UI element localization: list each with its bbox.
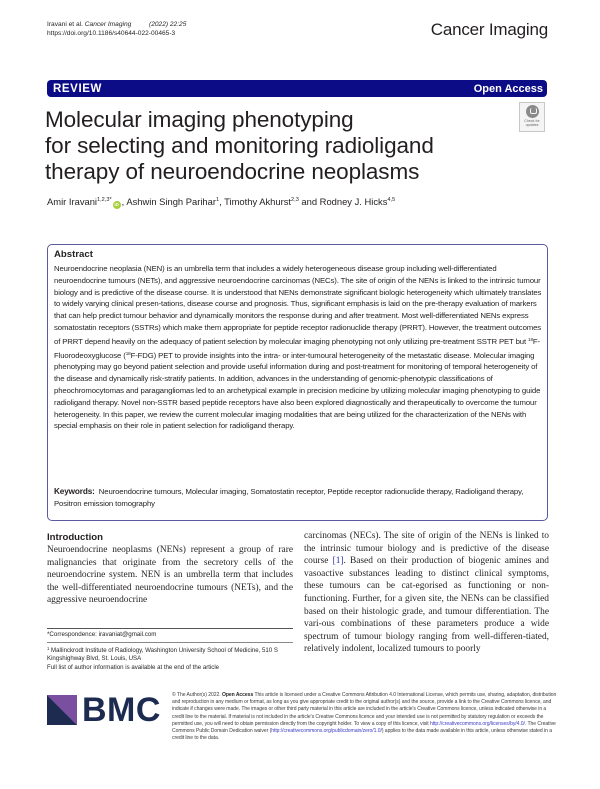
citation-year-volume: (2022) 22:25: [149, 21, 187, 28]
citation-authors: Iravani et al.: [47, 21, 83, 28]
author-name[interactable]: Rodney J. Hicks: [319, 196, 388, 207]
citation-journal: Cancer Imaging: [84, 21, 132, 28]
author-list: Amir Iravani$^{1,2,3*}$iD , Ashwin Singh Parihar$^1$, Timothy Akhurst$^{2,3}$ and Rodney J. Hicks$^{4,5}$: [47, 196, 396, 207]
keywords-label: Keywords:: [54, 487, 95, 496]
bmc-logo: [47, 691, 161, 729]
article-type-label: REVIEW: [53, 82, 102, 95]
footnote-divider: [47, 628, 293, 629]
author-name[interactable]: Ashwin Singh Parihar: [126, 196, 216, 207]
article-type-banner: [47, 80, 547, 97]
abstract-heading: Abstract: [54, 249, 93, 260]
title-line: for selecting and monitoring radioligand: [45, 133, 434, 158]
check-for-updates-label: Check for updates: [524, 119, 540, 127]
license-statement: © The Author(s) 2022. Open Access This article is licensed under a Creative Commons Attribution 4.0 International License, which permits use, sharing, adaptation, distribution and reproduction in any medium or format, as long as you give appropriate credit to the original author(s) and the source, provide a link to the Creative Commons licence, and indicate if changes were made. The images or other third party material in this article are included in the article's Creative Commons licence, unless indicated otherwise in a credit line to the material. If material is not included in the article's Creative Commons licence and your intended use is not permitted by statutory regulation or exceeds the permitted use, you will need to obtain permission directly from the copyright holder. To view a copy of this licence, visit http://creativecommons.org/licenses/by/4.0/. The Creative Commons Public Domain Dedication waiver (http://creativecommons.org/publicdomain/zero/1.0/) applies to the data made available in this article, unless otherwise stated in a credit line to the data.: [172, 692, 557, 742]
author-name[interactable]: Amir Iravani: [47, 196, 98, 207]
author-affiliation-sup: 2,3: [291, 197, 299, 203]
introduction-heading: Introduction: [47, 532, 103, 543]
affiliation-footnote: $^1$ Mallinckrodt Institute of Radiology, Washington University School of Medicine, 510 S Kingshighway Blvd, St. Louis, USA Full list of author information is available at the end of the article: [47, 645, 297, 672]
abstract-body: Neuroendocrine neoplasia (NEN) is an umbrella term that includes a widely heterogeneous disease group including well-differentiated neuroendocrine tumours (NETs), and aggressive neuroendocrine carcinomas (NECs). The site of origin of the NENs is linked to the intrinsic tumour biology and is predictive of the disease course. It is understood that NENs demonstrate significant biologic heterogeneity which ultimately translates to widely varying clinical presen-tations, disease course and prognosis. Thus, significant emphasis is laid on the pre-therapy evaluation of markers that can help predict tumour behavior and dynamically monitors the response during and after treatment. Most well-differentiated NENs express somatostatin receptors (SSTRs) which make them appropriate for peptide receptor radionuclide therapy (PRRT). However, the treatment outcomes of PRRT depend heavily on the adequacy of patient selection by molecular imaging phenotyping not only utilizing pre-treatment SSTR PET but $^{18}$F-Fluorodeoxyglucose ($^{18}$F-FDG) PET to provide insights into the intra- or inter-tumoural heterogeneity of the metastatic disease. Molecular imaging phenotyping may go beyond patient selection and provide useful information during and post-treatment for monitoring of temporal heterogeneity of the disease and dynamically risk-stratify patients. In addition, advances in the understanding of genomic-phenotypic classifications of pheochromocytomas and paragangliomas led to an archetypical example in precision medicine by utilizing molecular imaging phenotyping to guide radioligand therapy. Novel non-SSTR based peptide receptors have also been explored diagnostically and therapeutically to overcome the tumour heterogeneity. In this paper, we review the current molecular imaging modalities that are being utilized for the characterization of the NENs with special emphasis on their role in patient selection for radioligand therapy.: [54, 264, 542, 431]
bmc-logo-icon: [47, 695, 77, 725]
check-for-updates-button[interactable]: [519, 102, 545, 132]
keywords-list: Neuroendocrine tumours, Molecular imaging, Somatostatin receptor, Peptide receptor radionuclide therapy, Radioligand therapy, Positron emission tomography: [54, 487, 524, 508]
running-header: [47, 20, 186, 38]
bmc-logo-text: BMC: [82, 691, 161, 729]
orcid-icon[interactable]: iD: [114, 202, 119, 207]
author-affiliation-sup: 1: [215, 197, 220, 203]
introduction-right-column: carcinomas (NECs). The site of origin of the NENs is linked to the intrinsic tumour biology and is predictive of the disease course [1]. Based on their production of biogenic amines and vasoactive substances leading to distinct clinical symptoms, these tumours can be cat-egorised as functioning or non-functioning. Further, for a given site, the NENs can be classified based on their histologic grade, and tumour differentiation. The vari-ous combinations of these parameters produce a wide spectrum of tumour biology ranging from well-differen-tiated, relatively indolent, localized tumours to poorly: [304, 531, 549, 655]
public-domain-link[interactable]: http://creativecommons.org/publicdomain/zero/1.0/: [271, 728, 382, 735]
author-name[interactable]: Timothy Akhurst: [224, 196, 292, 207]
title-line: therapy of neuroendocrine neoplasms: [45, 159, 420, 184]
author-info-note: Full list of author information is available at the end of the article: [47, 663, 220, 671]
journal-name: Cancer Imaging: [430, 20, 548, 39]
keywords: [54, 486, 544, 510]
author-affiliation-sup: 1,2,3*: [97, 197, 112, 203]
doi-link[interactable]: https://doi.org/10.1186/s40644-022-00465-3: [47, 30, 176, 37]
correspondence-email[interactable]: *Correspondence: iravaniat@gmail.com: [47, 631, 157, 638]
bookmark-icon: [526, 105, 539, 118]
footnote-divider: [47, 642, 293, 643]
reference-link[interactable]: [1]: [332, 556, 344, 567]
open-access-label: Open Access: [473, 82, 543, 95]
title-line: Molecular imaging phenotyping: [45, 107, 354, 132]
citation-line: [47, 20, 186, 29]
author-affiliation-sup: 4,5: [387, 197, 396, 203]
article-title: [45, 107, 515, 185]
license-link[interactable]: http://creativecommons.org/licenses/by/4.0/: [429, 720, 525, 727]
introduction-left-column: Neuroendocrine neoplasms (NENs) represent a group of rare malignancies that originate from the secretory cells of the neuroendocrine system. NEN is an umbrella term that includes the well-differentiated neuroendocrine tumours (NETs), and the aggressive neuroendocrine: [47, 545, 293, 606]
